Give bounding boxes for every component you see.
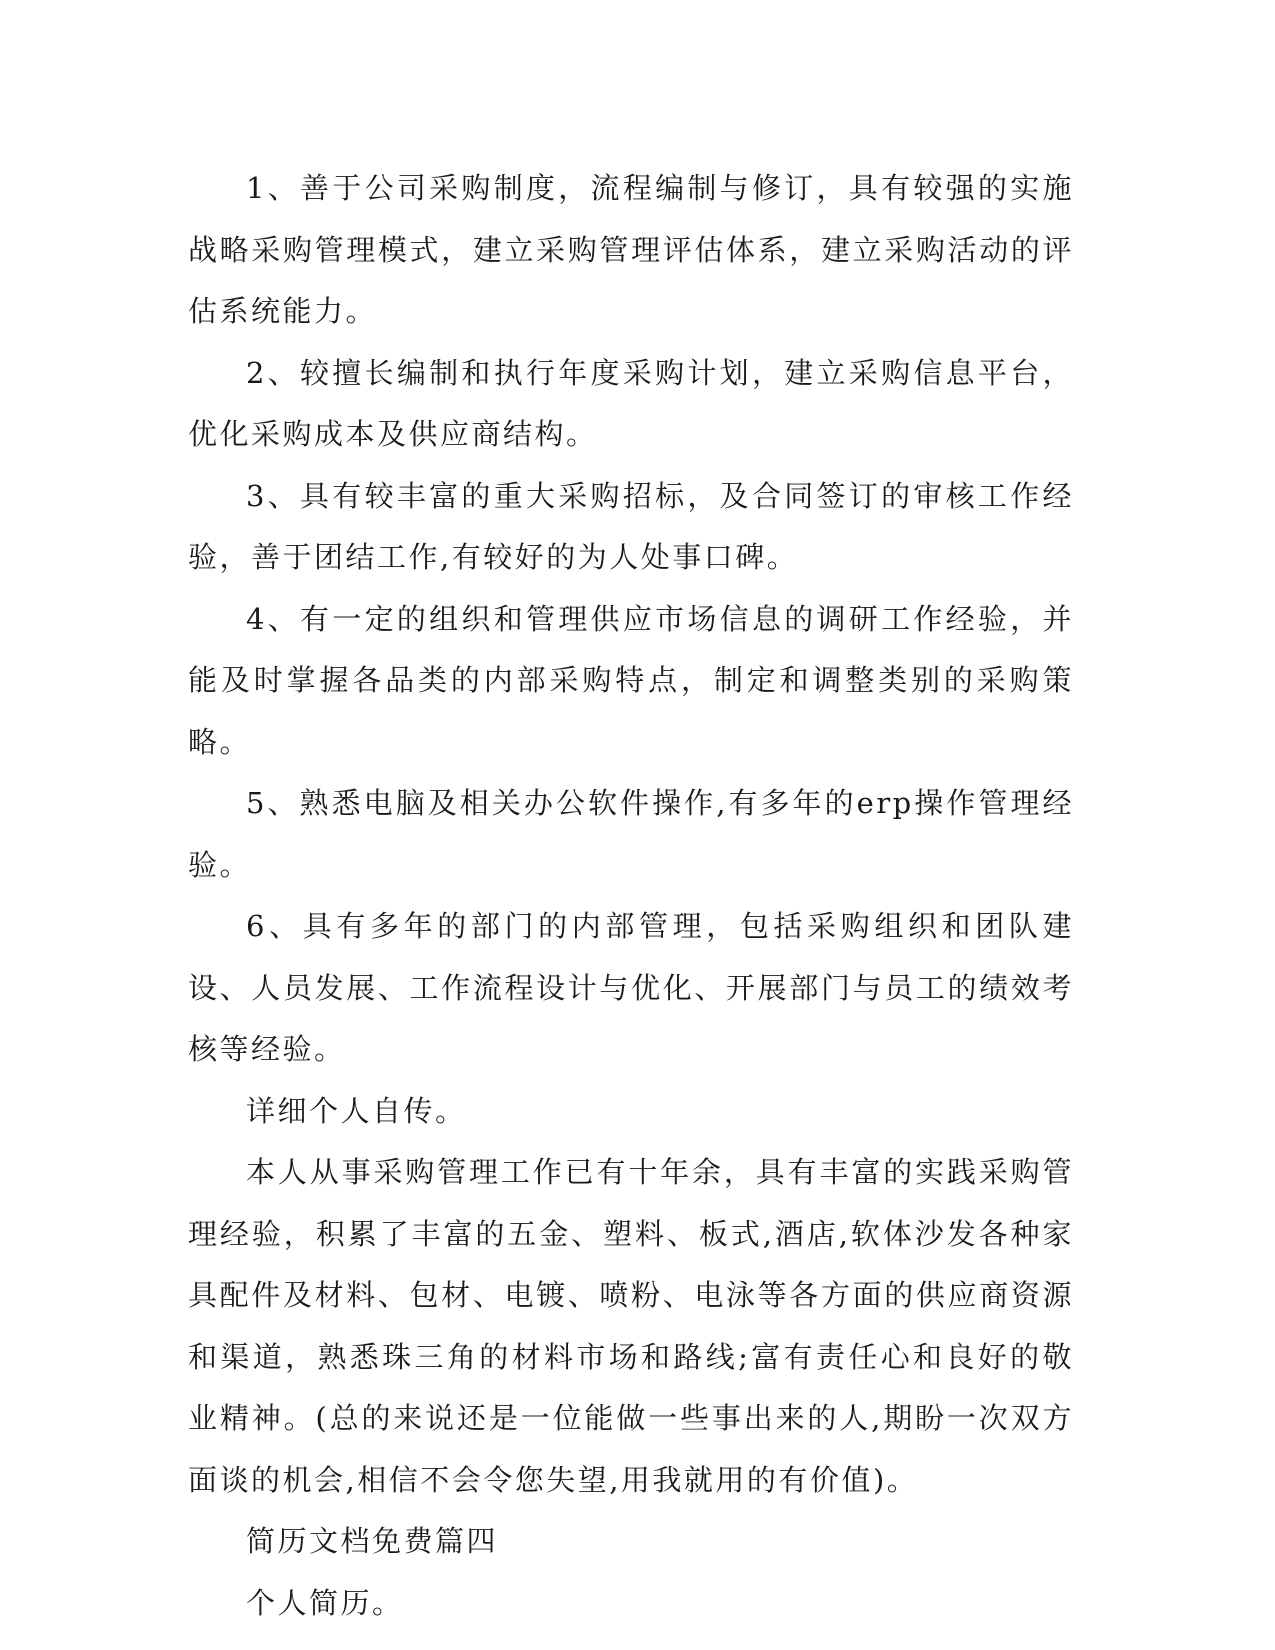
section-heading: 简历文档免费篇四 (246, 1524, 499, 1558)
paragraph-6: 6、具有多年的部门的内部管理，包括采购组织和团队建设、人员发展、工作流程设计与优化、开展部门与员工的绩效考核等经验。 (188, 909, 1074, 1066)
paragraph-4: 4、有一定的组织和管理供应市场信息的调研工作经验，并能及时掌握各品类的内部采购特点，制定和调整类别的采购策略。 (188, 601, 1074, 759)
autobiography-paragraph: 本人从事采购管理工作已有十年余，具有丰富的实践采购管理经验，积累了丰富的五金、塑料、板式,酒店,软体沙发各种家具配件及材料、包材、电镀、喷粉、电泳等各方面的供应商资源和渠道，熟悉珠三角的材料市场和路线;富有责任心和良好的敬业精神。(总的来说还是一位能做一些事出来的人,期盼一次双方面谈的机会,相信不会令您失望,用我就用的有价值)。 (188, 1155, 1074, 1497)
paragraph-1: 1、善于公司采购制度，流程编制与修订，具有较强的实施战略采购管理模式，建立采购管理评估体系，建立采购活动的评估系统能力。 (188, 171, 1074, 328)
autobiography-heading: 详细个人自传。 (246, 1093, 467, 1128)
resume-heading: 个人简历。 (246, 1585, 404, 1620)
paragraph-2: 2、较擅长编制和执行年度采购计划，建立采购信息平台，优化采购成本及供应商结构。 (188, 355, 1074, 451)
paragraph-3: 3、具有较丰富的重大采购招标，及合同签订的审核工作经验，善于团结工作,有较好的为人处事口碑。 (188, 478, 1074, 574)
document-body (188, 158, 1074, 1634)
paragraph-5: 5、熟悉电脑及相关办公软件操作,有多年的erp操作管理经验。 (188, 786, 1074, 882)
